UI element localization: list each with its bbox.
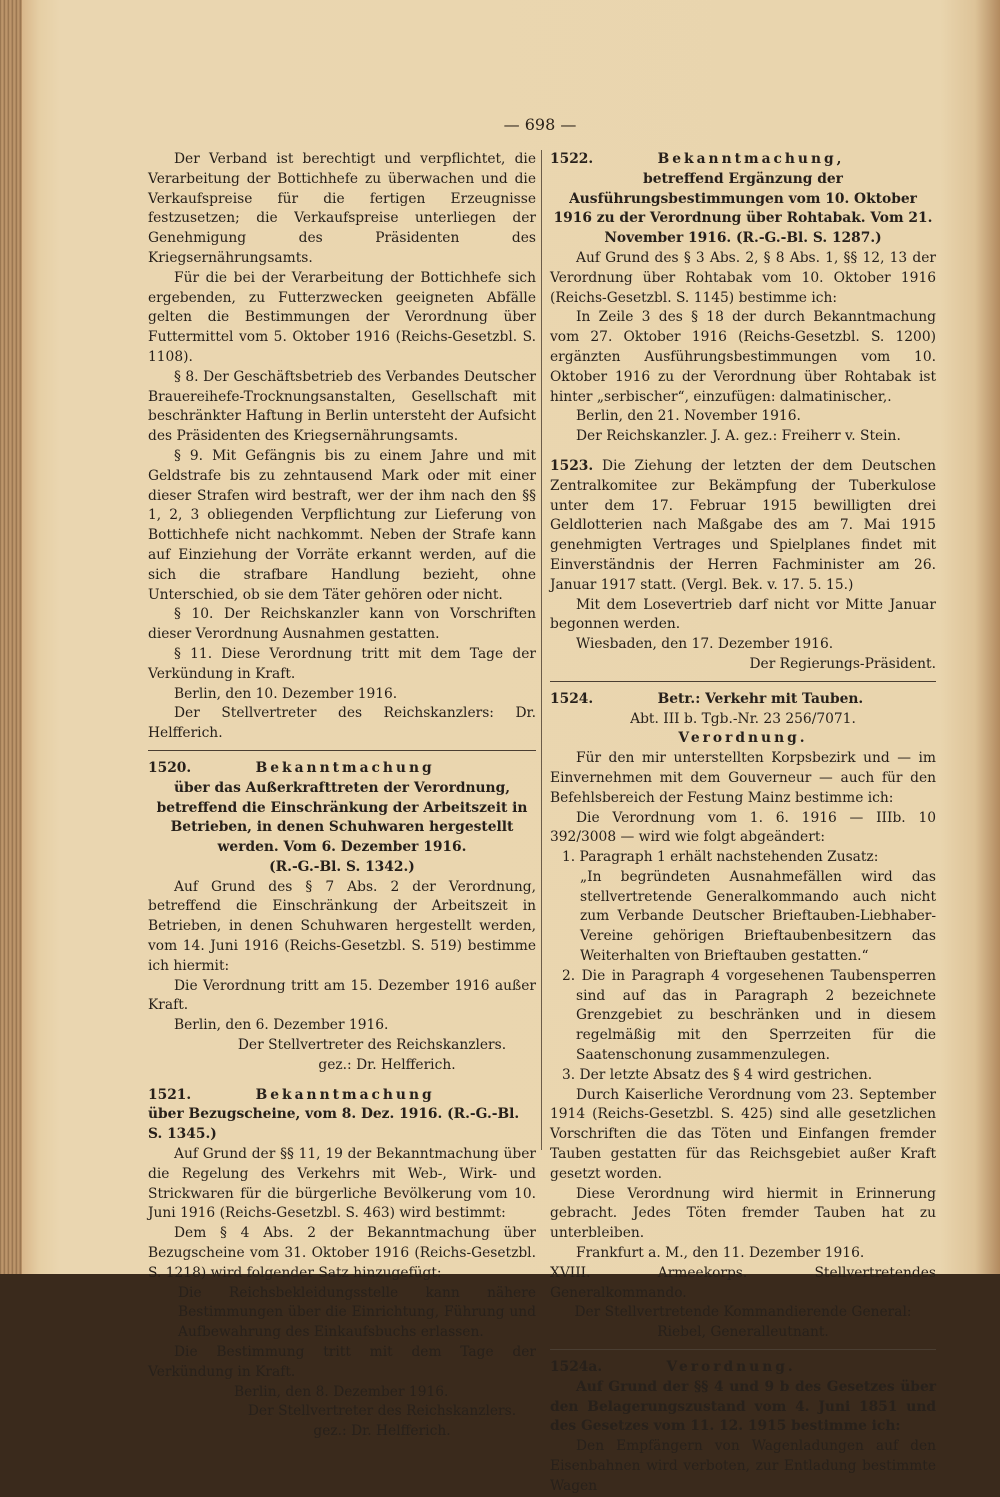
entry-heading: Verordnung.: [678, 730, 808, 747]
entry-number: 1524.: [550, 690, 594, 707]
signature: Der Regierungs-Präsident.: [749, 655, 936, 672]
entry-1520-heading: [148, 759, 536, 779]
list-item: 3. Der letzte Absatz des § 4 wird gestrichen.: [562, 1066, 873, 1083]
entry-number: 1522.: [550, 151, 594, 167]
quoted-text: „In begründeten Ausnahmefällen wird das stellvertretende Generalkommando auch nicht zum Verbande Deutscher Brieftauben-Liebhaber-Vereine gehörigen Brieftaubenbesitzern das Weiterhalten von Brieftauben gestatten.“: [580, 868, 936, 965]
entry-1521-heading: [148, 1086, 536, 1106]
entry-heading: Bekanntmachung: [255, 759, 435, 776]
entry-1524a-heading: [550, 1358, 936, 1378]
corps-line: XVIII. Armeekorps. Stellvertretendes Generalkommando.: [550, 1264, 936, 1301]
signature: gez.: Dr. Helfferich.: [318, 1056, 456, 1073]
paragraph: Die Verordnung tritt am 15. Dezember 1916 außer Kraft.: [148, 977, 536, 1014]
separator: [148, 750, 536, 751]
paragraph: § 8. Der Geschäftsbetrieb des Verbandes Deutscher Brauereihefe-Trocknungsanstalten, Gesellschaft mit beschränkter Haftung in Berlin untersteht der Aufsicht des Präsidenten des Kriegsernährungsamts.: [148, 368, 536, 445]
paragraph: Für den mir unterstellten Korpsbezirk und — im Einvernehmen mit dem Gouverneur — auch für den Befehlsbereich der Festung Mainz bestimme ich:: [550, 750, 936, 806]
paragraph: § 9. Mit Gefängnis bis zu einem Jahre und mit Geldstrafe bis zu zehntausend Mark oder mit einer dieser Strafen wird bestraft, wer der ihm nach den §§ 1, 2, 3 obliegenden Verpflichtung zur Lieferung von Bottichhefe nicht nachkommt. Neben der Strafe kann auf Einziehung der Vorräte erkannt werden, auf die sich die strafbare Handlung bezieht, ohne Unterschied, ob sie dem Täter gehören oder nicht.: [148, 447, 536, 603]
entry-1522-heading: [550, 150, 936, 170]
column-divider: [541, 150, 542, 1150]
paragraph: Die Ziehung der letzten der dem Deutschen Zentralkomitee zur Bekämpfung der Tuberkulose unter dem 17. Februar 1915 bewilligten drei Geldlotterien nach Maßgabe des am 7. Mai 1915 genehmigten Vertrages und Spielplanes findet mit Einverständnis der Herren Fachminister am 26. Januar 1917 statt. (Vergl. Bek. v. 17. 5. 15.): [550, 457, 936, 593]
place-date: Berlin, den 21. November 1916.: [576, 408, 801, 425]
paragraph: § 10. Der Reichskanzler kann von Vorschriften dieser Verordnung Ausnahmen gestatten.: [148, 606, 536, 643]
place-date: Frankfurt a. M., den 11. Dezember 1916.: [576, 1245, 865, 1262]
page-number: — 698 —: [503, 115, 577, 134]
paragraph: Der Verband ist berechtigt und verpflichtet, die Verarbeitung der Bottichhefe zu überwachen und die Verkaufspreise für die fertigen Erzeugnisse festzusetzen; die Verkaufspreise unterliegen der Genehmigung des Präsidenten des Kriegsernährungsamts.: [148, 151, 536, 266]
entry-number: 1521.: [148, 1086, 192, 1103]
paragraph: Für die bei der Verarbeitung der Bottichhefe sich ergebenden, zu Futterzwecken geeigneten Abfälle gelten die Bestimmungen der Verordnung über Futtermittel vom 5. Oktober 1916 (Reichs-Gesetzbl. S. 1108).: [148, 269, 536, 365]
entry-reference: Abt. III b. Tgb.-Nr. 23 256/7071.: [630, 710, 856, 727]
entry-1523: [550, 457, 936, 596]
paragraph: Den Empfängern von Wagenladungen auf den Eisenbahnen wird verboten, zur Entladung bestimmte Wagen: [550, 1438, 936, 1494]
paragraph: Diese Verordnung wird hiermit in Erinnerung gebracht. Jedes Töten fremder Tauben hat zu unterbleiben.: [550, 1185, 936, 1242]
paragraph: § 11. Diese Verordnung tritt mit dem Tage der Verkündung in Kraft.: [148, 645, 536, 682]
entry-reference: (R.-G.-Bl. S. 1342.): [269, 858, 415, 875]
entry-title: über das Außerkrafttreten der Verordnung, betreffend die Einschränkung der Arbeitszeit in Betrieben, in denen Schuhwaren hergestellt werden. Vom 6. Dezember 1916.: [156, 779, 528, 856]
signature: Der Reichskanzler. J. A. gez.: Freiherr v. Stein.: [576, 428, 901, 445]
list-item: 2. Die in Paragraph 4 vorgesehenen Taubensperren sind auf das in Paragraph 2 bezeichnete Grenzgebiet zu beschränken und in diesem regelmäßig mit den Sperrzeiten für die Saatenschonung zusammenzulegen.: [562, 967, 936, 1064]
entry-number: 1523.: [550, 457, 594, 474]
paragraph: Die Verordnung vom 1. 6. 1916 — IIIb. 10 392/3008 — wird wie folgt abgeändert:: [550, 809, 936, 846]
paragraph: Durch Kaiserliche Verordnung vom 23. September 1914 (Reichs-Gesetzbl. S. 425) sind alle gesetzlichen Vorschriften die das Töten und Einfangen fremder Tauben gestatten für das Reichsgebiet außer Kraft gesetzt worden.: [550, 1086, 936, 1182]
left-column: [148, 150, 536, 1442]
entry-title: über Bezugscheine, vom 8. Dez. 1916. (R.-G.-Bl. S. 1345.): [148, 1106, 520, 1143]
entry-heading: Verordnung.: [666, 1359, 796, 1376]
signature: Der Stellvertreter des Reichskanzlers.: [247, 1403, 517, 1420]
entry-number: 1520.: [148, 759, 192, 776]
paragraph: Auf Grund des § 7 Abs. 2 der Verordnung, betreffend die Einschränkung der Arbeitszeit in Betrieben, in denen Schuhwaren hergestellt werden, vom 14. Juni 1916 (Reichs-Gesetzbl. S. 519) bestimme ich hiermit:: [148, 878, 536, 974]
entry-title: betreffend Ergänzung der Ausführungsbestimmungen vom 10. Oktober 1916 zu der Verordnung über Rohtabak. Vom 21. November 1916. (R.-G.-Bl. S. 1287.): [553, 170, 933, 247]
spacer: [550, 447, 936, 457]
entry-1524-heading: [550, 690, 936, 710]
paragraph: Auf Grund der §§ 11, 19 der Bekanntmachung über die Regelung des Verkehrs mit Web-, Wirk- und Strickwaren für die bürgerliche Bevölkerung vom 10. Juni 1916 (Reichs-Gesetzbl. S. 463) wird bestimmt:: [148, 1146, 536, 1222]
signature: gez.: Dr. Helfferich.: [313, 1423, 451, 1440]
signature: Der Stellvertreter des Reichskanzlers.: [237, 1037, 507, 1054]
entry-heading: Bekanntmachung,: [657, 151, 845, 167]
paragraph: Die Bestimmung tritt mit dem Tage der Verkündung in Kraft.: [148, 1344, 536, 1380]
entry-number: 1524a.: [550, 1359, 603, 1376]
place-date: Berlin, den 6. Dezember 1916.: [174, 1017, 389, 1034]
paragraph: In Zeile 3 des § 18 der durch Bekanntmachung vom 27. Oktober 1916 (Reichs-Gesetzbl. S. 1200) ergänzten Ausführungsbestimmungen vom 10. Oktober 1916 zu der Verordnung über Rohtabak ist hinter „serbischer“, einzufügen: dalmatinischer,.: [550, 309, 936, 405]
right-column: [550, 150, 936, 1497]
separator: [550, 681, 936, 682]
separator: [550, 1349, 936, 1350]
paragraph: Auf Grund des § 3 Abs. 2, § 8 Abs. 1, §§ 12, 13 der Verordnung über Rohtabak vom 10. Oktober 1916 (Reichs-Gesetzbl. S. 1145) bestimme ich:: [550, 249, 936, 306]
list-item: 1. Paragraph 1 erhält nachstehenden Zusatz:: [562, 849, 879, 866]
paragraph: Mit dem Losevertrieb darf nicht vor Mitte Januar begonnen werden.: [550, 596, 936, 633]
spacer: [148, 1076, 536, 1086]
place-date: Wiesbaden, den 17. Dezember 1916.: [576, 636, 834, 653]
signature: Der Stellvertreter des Reichskanzlers: Dr. Helfferich.: [148, 705, 536, 742]
signature: Riebel, Generalleutnant.: [657, 1324, 829, 1341]
entry-heading: Bekanntmachung: [255, 1086, 435, 1103]
quoted-text: Die Reichsbekleidungsstelle kann nähere Bestimmungen über die Einrichtung, Führung und Aufbewahrung des Einkaufsbuchs erlassen.: [178, 1284, 536, 1341]
paragraph: Auf Grund der §§ 4 und 9 b des Gesetzes über den Belagerungszustand vom 4. Juni 1851 und des Gesetzes vom 11. 12. 1915 bestimme ich:: [550, 1378, 936, 1435]
place-date: Berlin, den 10. Dezember 1916.: [174, 685, 398, 702]
entry-title: Betr.: Verkehr mit Tauben.: [657, 690, 864, 707]
signature: Der Stellvertretende Kommandierende General:: [574, 1304, 912, 1321]
paragraph: Dem § 4 Abs. 2 der Bekanntmachung über Bezugscheine vom 31. Oktober 1916 (Reichs-Gesetzbl. S. 1218) wird folgender Satz hinzugefügt:: [148, 1225, 536, 1281]
page-stack-edge: [0, 0, 22, 1274]
place-date: Berlin, den 8. Dezember 1916.: [234, 1383, 449, 1400]
